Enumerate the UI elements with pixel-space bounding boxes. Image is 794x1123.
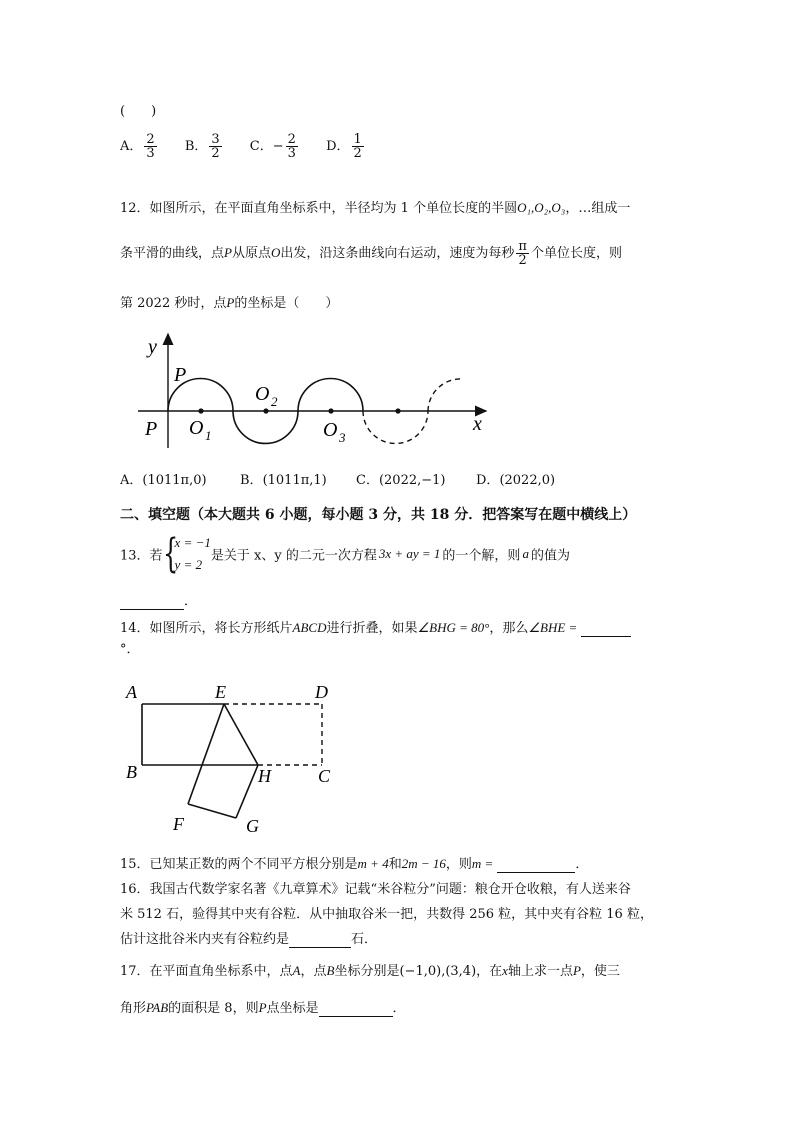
q16-line1: 16．我国古代数学家名著《九章算术》记载“米谷粒分”问题：粮仓开仓收粮，有人送来谷 [120, 882, 631, 897]
choice-label: C． [249, 139, 273, 154]
p-origin-label: P [145, 418, 158, 440]
o1-label: O [189, 417, 204, 439]
q15-text: 和 [388, 857, 402, 872]
q17-text: 角形 [120, 1001, 147, 1016]
q13-equation: 3x + ay = 1 [378, 546, 441, 561]
q13-text: 13．若 [120, 548, 163, 564]
edge-fg [188, 804, 236, 818]
q14-angle-bhg: ∠BHG = 80° [417, 620, 490, 635]
choice-label: D． [476, 473, 500, 488]
choice-label: D． [326, 139, 350, 154]
section-2-heading: 二、填空题（本大题共 6 小题，每小题 3 分，共 18 分．把答案写在题中横线上） [120, 507, 637, 523]
q14-angle-bhe: ∠BHE = [528, 620, 578, 635]
semicircle-2 [233, 411, 298, 443]
minus-sign: − [272, 139, 284, 154]
q12-line3 [120, 292, 338, 311]
point-p: P [258, 1000, 267, 1015]
denominator: 2 [353, 146, 362, 161]
triangle-pab: PAB [146, 1000, 169, 1015]
choice-value: (2022,0) [499, 473, 556, 488]
q12-text: 第 2022 秒时，点 [120, 296, 227, 311]
numerator: π [518, 239, 527, 254]
q16-line2: 米 512 石，验得其中夹有谷粒．从中抽取谷米一把，共数得 256 粒，其中夹有谷粒 16 粒， [120, 907, 653, 922]
q17-text: 的面积是 8，则 [168, 1001, 259, 1016]
q14-text: 14．如图所示，将长方形纸片 [120, 621, 293, 636]
numerator: 1 [353, 132, 362, 147]
q17-text: 坐标分别是 [334, 964, 400, 979]
semicircle-3 [298, 379, 363, 412]
semicircle-4-dashed [363, 411, 428, 444]
q12-text: ，…组成一 [565, 201, 631, 216]
q17-line1 [120, 960, 620, 979]
semicircle-5-dashed [428, 379, 462, 411]
q13-line [120, 532, 570, 576]
numerator: 3 [211, 132, 220, 147]
choice-value: (2022,−1) [378, 473, 446, 488]
center-o3-dot [328, 408, 333, 413]
label-g: G [246, 816, 259, 836]
q17-line2 [120, 997, 406, 1017]
center-o1-dot [198, 408, 203, 413]
q12-text: 从原点 [231, 246, 271, 261]
label-e: E [215, 682, 226, 702]
center-o4-dot [395, 408, 400, 413]
point-p: P [226, 295, 235, 310]
choice-label: A． [120, 139, 143, 154]
q12-semicircle-figure [130, 328, 500, 458]
o2-label: O [255, 383, 270, 405]
point-p: P [572, 963, 581, 978]
q14-folding-figure [120, 676, 345, 838]
q13-answer-blank[interactable] [120, 594, 184, 610]
q17-text: 轴上求一点 [507, 964, 573, 979]
q17-coordinates: (−1,0),(3,4) [399, 964, 477, 979]
choice-label: C． [356, 473, 379, 488]
point-o: O [270, 245, 281, 260]
fraction [209, 133, 221, 160]
label-f: F [173, 814, 184, 834]
fraction [286, 133, 298, 160]
numerator: 2 [146, 132, 155, 147]
q12-text: 个单位长度，则 [530, 246, 622, 261]
q12-choice-d[interactable] [476, 469, 555, 488]
o3-subscript: 3 [339, 430, 346, 445]
choice-label: A． [120, 473, 143, 488]
point-b: B [326, 963, 335, 978]
q15-answer-blank[interactable] [497, 857, 575, 873]
q13-text: 的值为 [530, 548, 570, 564]
q13-var-a: a [522, 546, 529, 561]
q13-text: 的一个解，则 [442, 548, 521, 564]
q14-line [120, 617, 631, 637]
left-brace: { [162, 531, 178, 577]
q12-circles: O₁,O₂,O₃ [517, 200, 566, 215]
q14-text: 进行折叠，如果 [326, 621, 418, 636]
o1-subscript: 1 [205, 428, 212, 443]
q12-choice-b[interactable] [240, 469, 356, 488]
denominator: 2 [518, 253, 527, 268]
label-a: A [126, 682, 137, 702]
q16-text: 石． [351, 932, 378, 947]
q14-text: ，那么 [489, 621, 529, 636]
q11-choice-a[interactable] [120, 133, 159, 160]
q11-choice-b[interactable] [185, 133, 224, 160]
point-p: P [224, 245, 232, 260]
system-eq-1: x = −1 [174, 535, 211, 550]
fold-line-eh [224, 704, 258, 765]
q12-choice-c[interactable] [356, 469, 476, 488]
fraction [352, 133, 364, 160]
center-o2-dot [263, 408, 268, 413]
q17-text: ，使三 [580, 964, 620, 979]
q17-end: ． [392, 1001, 406, 1016]
denominator: 3 [146, 146, 155, 161]
q14-degree-end: °． [120, 642, 140, 657]
choice-label: B． [240, 473, 263, 488]
q11-choice-d[interactable] [326, 133, 366, 160]
q15-line [120, 853, 588, 873]
q11-choices [120, 133, 366, 160]
system-eq-2: y = 2 [174, 557, 203, 572]
q12-line2 [120, 240, 622, 267]
fraction [144, 133, 156, 160]
o2-subscript: 2 [271, 394, 278, 409]
q13-answer-line [120, 590, 197, 610]
denominator: 3 [287, 146, 296, 161]
q12-text: 的坐标是（ ） [234, 296, 339, 311]
q15-expr-1: m + 4 [357, 856, 389, 871]
q12-text: 条平滑的曲线，点 [120, 246, 225, 261]
label-b: B [126, 762, 137, 782]
q15-text: ，则 [445, 857, 472, 872]
q15-text: 15．已知某正数的两个不同平方根分别是 [120, 857, 358, 872]
choice-value: (1011π,1) [262, 473, 327, 488]
q15-expr-3: m = [471, 856, 494, 871]
q17-answer-blank[interactable] [319, 1001, 393, 1017]
x-var: x [502, 963, 508, 978]
x-axis-label: x [473, 413, 482, 435]
q17-text: 17．在平面直角坐标系中，点 [120, 964, 293, 979]
speed-fraction [516, 240, 529, 267]
choice-value: (1011π,0) [142, 473, 207, 488]
q12-choices [120, 469, 555, 488]
y-axis-label: y [148, 336, 157, 358]
q12-choice-a[interactable] [120, 469, 240, 488]
q14-answer-blank[interactable] [581, 621, 631, 637]
label-d: D [315, 682, 328, 702]
q14-rectangle-name: ABCD [292, 620, 327, 635]
point-a: A [292, 963, 301, 978]
edge-ef [188, 704, 224, 804]
edge-gh [236, 765, 258, 818]
numerator: 2 [287, 132, 296, 147]
q17-text: ，点 [300, 964, 327, 979]
q12-line1 [120, 197, 630, 216]
q17-text: 点坐标是 [266, 1001, 319, 1016]
choice-label: B． [184, 139, 208, 154]
q15-end: ． [575, 857, 589, 872]
label-h: H [258, 766, 271, 786]
q16-answer-blank[interactable] [289, 932, 351, 948]
q15-expr-2: 2m − 16 [401, 856, 446, 871]
q12-text: 12．如图所示，在平面直角坐标系中，半径均为 1 个单位长度的半圆 [120, 201, 518, 216]
q12-text: 出发，沿这条曲线向右运动，速度为每秒 [280, 246, 515, 261]
p-top-label: P [174, 364, 187, 386]
q13-end: ． [184, 594, 198, 609]
q11-answer-paren: ( ) [120, 104, 157, 119]
denominator: 2 [211, 146, 220, 161]
label-c: C [318, 766, 331, 786]
equation-system [163, 532, 211, 576]
q16-text: 估计这批谷米内夹有谷粒约是 [120, 932, 290, 947]
q11-choice-c[interactable] [250, 133, 300, 160]
q17-text: ，在 [476, 964, 503, 979]
o3-label: O [323, 419, 338, 441]
q13-text: 是关于 x、y 的二元一次方程 [210, 548, 377, 564]
q16-line3 [120, 928, 377, 948]
